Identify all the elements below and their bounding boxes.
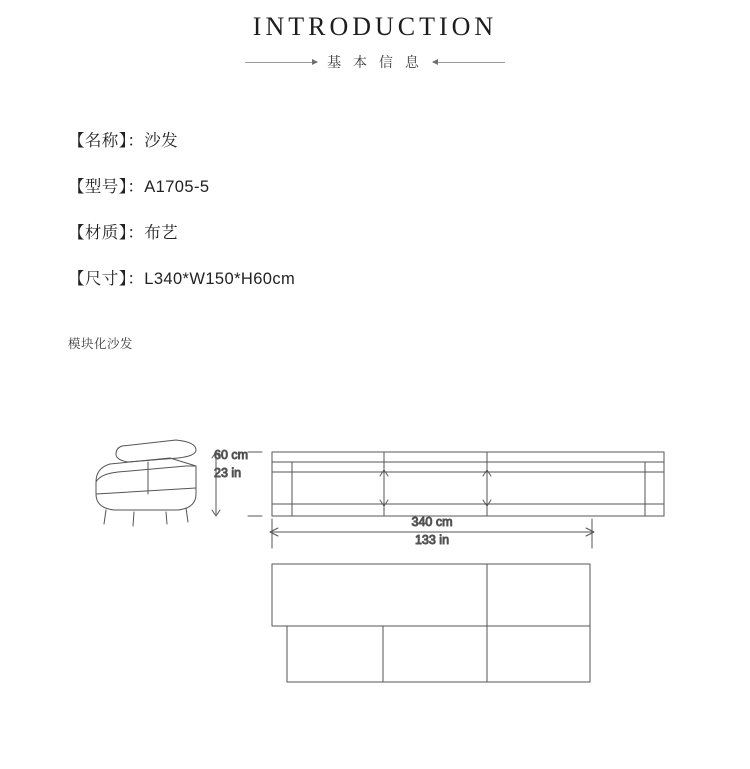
page-header bbox=[0, 0, 750, 72]
spec-label: 【型号】： bbox=[68, 178, 145, 196]
spec-list bbox=[0, 130, 750, 290]
product-note: 模块化沙发 bbox=[68, 337, 134, 351]
spec-row bbox=[68, 176, 750, 198]
spec-label: 【尺寸】： bbox=[68, 270, 145, 288]
subtitle-row bbox=[0, 52, 750, 72]
spec-row bbox=[68, 268, 750, 290]
left-rule-icon bbox=[245, 62, 317, 63]
height-imperial-label: 23 in bbox=[214, 466, 242, 480]
spec-value: A1705-5 bbox=[144, 178, 210, 196]
width-metric-label: 340 cm bbox=[411, 515, 453, 529]
page-title: INTRODUCTION bbox=[252, 12, 498, 41]
spec-value: L340*W150*H60cm bbox=[144, 270, 296, 288]
height-metric-label: 60 cm bbox=[214, 448, 249, 462]
plan-view bbox=[272, 564, 590, 682]
spec-value: 沙发 bbox=[144, 132, 179, 150]
front-elevation bbox=[272, 452, 664, 516]
spec-row bbox=[68, 130, 750, 152]
perspective-thumbnail bbox=[96, 440, 196, 526]
spec-label: 【材质】： bbox=[68, 224, 145, 242]
spec-value: 布艺 bbox=[144, 224, 179, 242]
dimension-drawing bbox=[0, 404, 750, 724]
spec-label: 【名称】： bbox=[68, 132, 145, 150]
page-subtitle: 基 本 信 息 bbox=[327, 54, 423, 70]
width-imperial-label: 133 in bbox=[414, 533, 450, 547]
right-rule-icon bbox=[433, 62, 505, 63]
spec-row bbox=[68, 222, 750, 244]
